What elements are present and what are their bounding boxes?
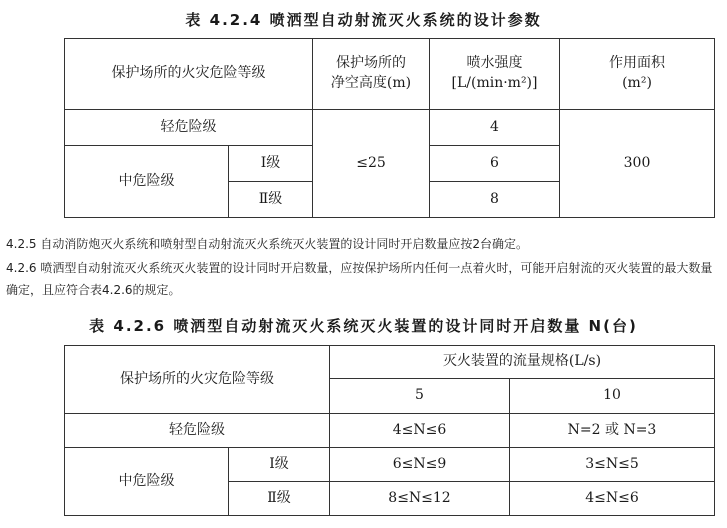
table-row (65, 414, 715, 448)
grade1-flow5-value: 6≤N≤9 (330, 448, 510, 482)
intensity-light-value: 4 (430, 110, 560, 146)
medium-hazard-label: 中危险级 (65, 146, 229, 218)
grade-2-label: Ⅱ级 (229, 482, 330, 516)
paragraph-4-2-5: 4.2.5 自动消防炮灭火系统和喷射型自动射流灭火系统灭火装置的设计同时开启数量应按2台确定。 (6, 237, 528, 251)
intensity-grade2-value: 8 (430, 182, 560, 218)
grade1-flow10-value: 3≤N≤5 (510, 448, 715, 482)
header-flow-spec: 灭火装置的流量规格(L/s) (330, 346, 715, 379)
header-spray-intensity (430, 39, 560, 110)
header-clear-height-line1: 保护场所的 (336, 55, 406, 72)
header-clear-height (313, 39, 430, 110)
paragraph-4-2-6: 4.2.6 喷洒型自动射流灭火系统灭火装置的设计同时开启数量，应按保护场所内任何一点着火时，可能开启射流的灭火装置的最大数量确定，且应符合表4.2.6的规定。 (6, 261, 713, 297)
table-row (65, 110, 715, 146)
clear-height-value: ≤25 (313, 110, 430, 218)
table-row (65, 39, 715, 110)
medium-hazard-label: 中危险级 (65, 448, 229, 516)
header-action-area-line2: (m²) (622, 75, 652, 91)
header-action-area-line1: 作用面积 (609, 55, 665, 72)
action-area-value: 300 (560, 110, 715, 218)
light-hazard-label: 轻危险级 (65, 110, 313, 146)
light-hazard-label: 轻危险级 (65, 414, 330, 448)
header-action-area (560, 39, 715, 110)
grade-2-label: Ⅱ级 (229, 182, 313, 218)
header-hazard-class: 保护场所的火灾危险等级 (65, 346, 330, 414)
table-4-2-6-caption: 表 4.2.6 喷洒型自动射流灭火系统灭火装置的设计同时开启数量 N(台) (89, 317, 638, 335)
header-flow-5: 5 (330, 379, 510, 414)
header-clear-height-line2: 净空高度(m) (330, 75, 412, 91)
header-spray-intensity-line2: [L/(min·m²)] (451, 75, 538, 91)
light-flow5-value: 4≤N≤6 (330, 414, 510, 448)
grade-1-label: Ⅰ级 (229, 146, 313, 182)
table-4-2-4 (64, 38, 715, 218)
table-row (65, 448, 715, 482)
header-flow-10: 10 (510, 379, 715, 414)
header-spray-intensity-line1: 喷水强度 (466, 55, 523, 72)
grade2-flow5-value: 8≤N≤12 (330, 482, 510, 516)
grade-1-label: Ⅰ级 (229, 448, 330, 482)
table-4-2-4-caption: 表 4.2.4 喷洒型自动射流灭火系统的设计参数 (185, 11, 542, 29)
light-flow10-value: N=2 或 N=3 (510, 414, 715, 448)
table-row (65, 346, 715, 379)
intensity-grade1-value: 6 (430, 146, 560, 182)
grade2-flow10-value: 4≤N≤6 (510, 482, 715, 516)
header-hazard-class: 保护场所的火灾危险等级 (65, 39, 313, 110)
table-4-2-6 (64, 345, 715, 516)
